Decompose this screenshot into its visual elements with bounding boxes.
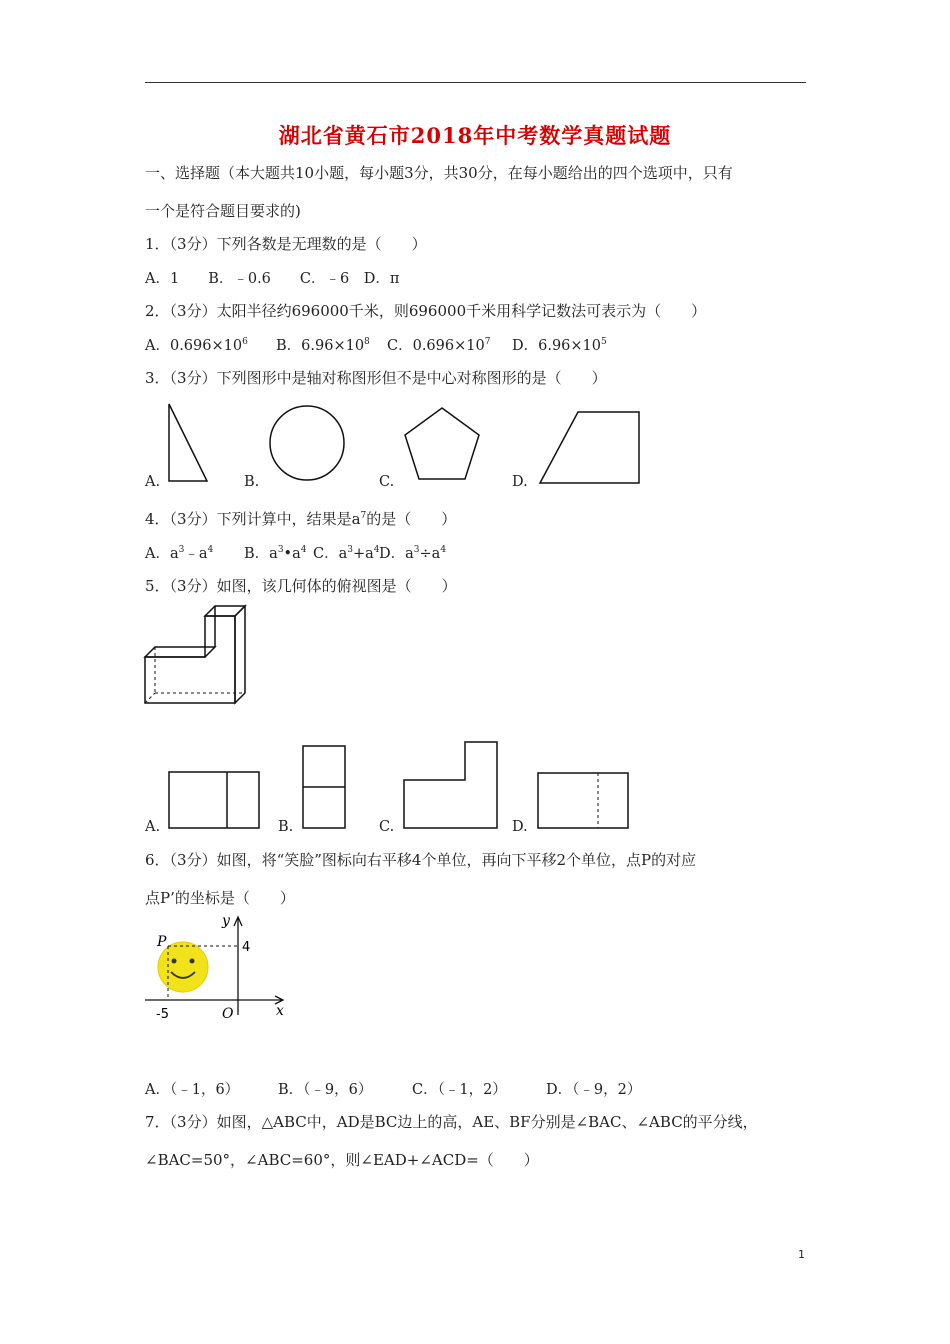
origin-label: O	[222, 1006, 234, 1022]
q6-option-a: A．（﹣1，6）	[145, 1082, 240, 1098]
axis-label-x: x	[276, 1003, 284, 1019]
q4-option-d: D．$a^3\div a^4$	[379, 545, 447, 562]
q4-option-c: C．$a^3+a^4$	[313, 545, 380, 562]
page-number: 1	[798, 1248, 805, 1261]
q5-label-a: A.	[145, 819, 161, 835]
section-heading-line1: 一、选择题（本大题共10小题，每小题3分，共30分，在每小题给出的四个选项中，只有	[145, 164, 733, 182]
q5-label-b: B.	[278, 819, 294, 835]
q2-option-c: C．$0.696\times 10^7$	[387, 337, 491, 354]
q2-stem: 2．（3分）太阳半径约696000千米，则696000千米用科学记数法可表示为（ ）	[145, 302, 707, 320]
q3-label-b: B.	[244, 474, 260, 490]
q2-option-a: A．$0.696\times 10^6$	[145, 337, 248, 354]
tick-label-neg5: -5	[156, 1007, 169, 1022]
tick-label-4: 4	[242, 940, 251, 955]
q2-option-d: D．$6.96\times 10^5$	[512, 337, 607, 354]
q7-stem-line2: ∠BAC=50°，∠ABC=60°，则∠EAD+∠ACD=（ ）	[145, 1151, 539, 1169]
q4-option-a: A．$a^3﹣a^4$	[145, 545, 214, 562]
q2-option-b: B．$6.96\times 10^8$	[276, 337, 370, 354]
q7-stem-line1: 7．（3分）如图，△ABC中，AD是BC边上的高，AE、BF分别是∠BAC、∠ABC的平分线，	[145, 1113, 758, 1131]
q3-label-c: C.	[379, 474, 395, 490]
q6-stem-line2: 点P’的坐标是（ ）	[145, 889, 295, 907]
q5-stem: 5．（3分）如图，该几何体的俯视图是（ ）	[145, 577, 457, 595]
q3-label-d: D.	[512, 474, 528, 490]
q5-label-d: D.	[512, 819, 528, 835]
q4-stem: 4．（3分）下列计算中，结果是$a^7$的是（ ）	[145, 510, 457, 528]
q4-option-b: B．$a^3•a^4$	[244, 545, 307, 562]
q6-stem-line1: 6．（3分）如图，将“笑脸”图标向右平移4个单位，再向下平移2个单位，点P的对应	[145, 851, 697, 869]
axis-label-y: y	[222, 913, 230, 929]
section-heading-line2: 一个是符合题目要求的)	[145, 202, 301, 220]
q6-option-b: B．（﹣9，6）	[278, 1082, 373, 1098]
q6-option-d: D．（﹣9，2）	[546, 1082, 642, 1098]
q3-stem: 3．（3分）下列图形中是轴对称图形但不是中心对称图形的是（ ）	[145, 369, 607, 387]
q6-option-c: C．（﹣1，2）	[412, 1082, 507, 1098]
point-label-p: P	[157, 934, 167, 950]
q1-options: A．1 B．﹣0.6 C．﹣6 D．π	[145, 271, 400, 287]
q3-label-a: A.	[145, 474, 161, 490]
page-title: 湖北省黄石市2018年中考数学真题试题	[278, 123, 672, 148]
q1-stem: 1．（3分）下列各数是无理数的是（ ）	[145, 235, 427, 253]
q5-label-c: C.	[379, 819, 395, 835]
